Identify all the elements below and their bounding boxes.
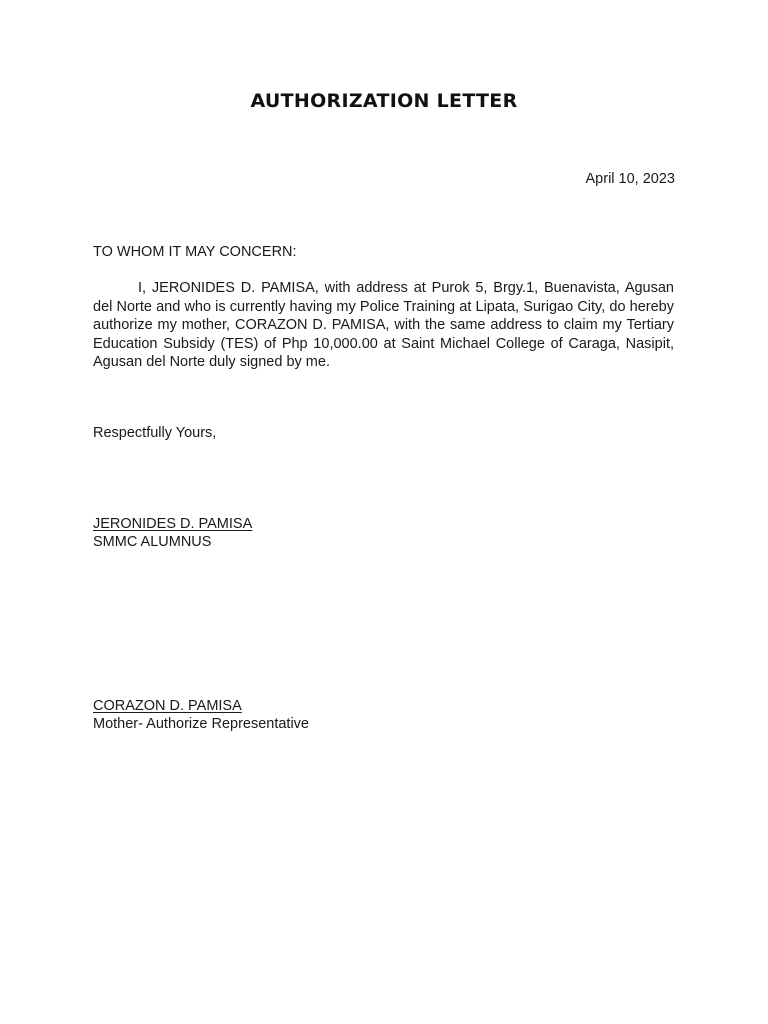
signature-block-representative bbox=[93, 697, 309, 733]
letter-salutation: TO WHOM IT MAY CONCERN: bbox=[93, 244, 297, 260]
letter-date: April 10, 2023 bbox=[585, 171, 675, 187]
signature-block-sender bbox=[93, 515, 252, 551]
signatory-name: CORAZON D. PAMISA bbox=[93, 698, 242, 714]
signatory-role: SMMC ALUMNUS bbox=[93, 534, 212, 550]
letter-closing: Respectfully Yours, bbox=[93, 425, 217, 441]
letter-body-paragraph: I, JERONIDES D. PAMISA, with address at Purok 5, Brgy.1, Buenavista, Agusan del Norte and who is currently having my Police Training at Lipata, Surigao City, do hereby authorize my mother, CORAZON D. PAMISA, with the same address to claim my Tertiary Education Subsidy (TES) of Php 10,000.00 at Saint Michael College of Caraga, Nasipit, Agusan del Norte duly signed by me. bbox=[93, 280, 674, 370]
signatory-role: Mother- Authorize Representative bbox=[93, 716, 309, 732]
letter-title: AUTHORIZATION LETTER bbox=[250, 90, 518, 112]
signatory-name: JERONIDES D. PAMISA bbox=[93, 516, 253, 532]
